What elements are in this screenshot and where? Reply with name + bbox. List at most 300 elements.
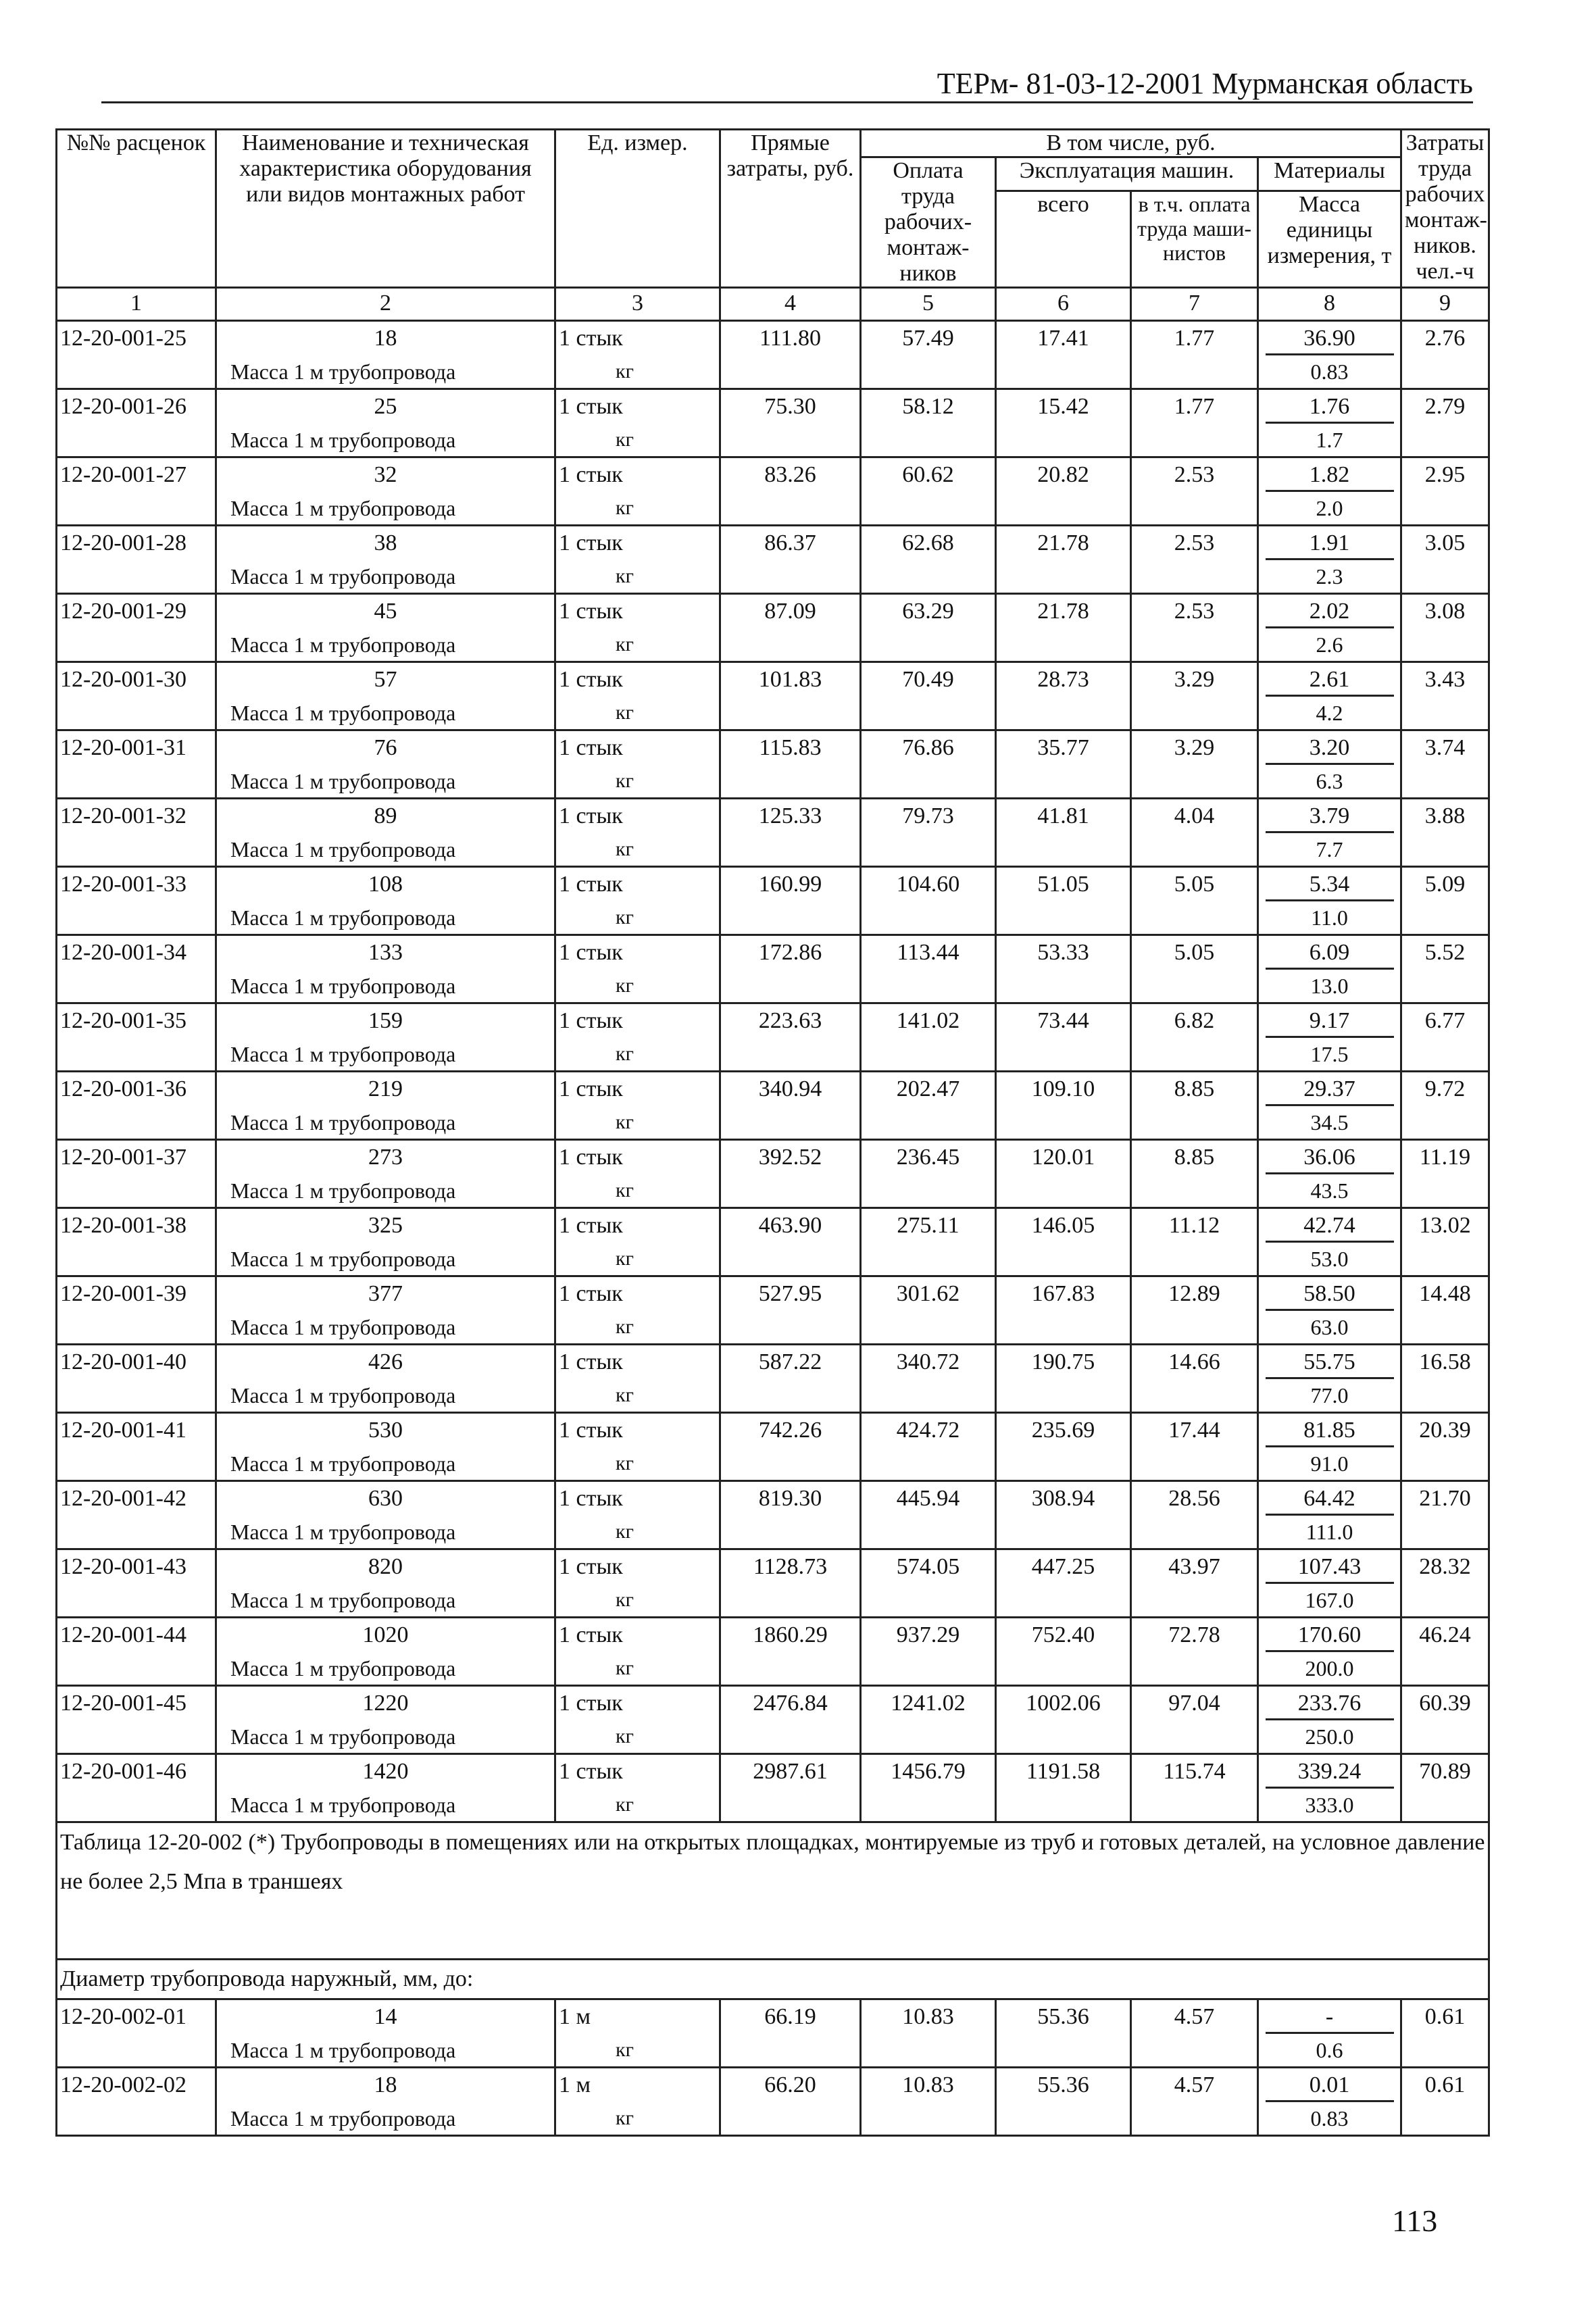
labor-cost: 104.60 bbox=[861, 867, 996, 903]
empty-cell bbox=[720, 903, 861, 935]
table-row bbox=[57, 799, 1489, 835]
empty-cell bbox=[1401, 766, 1489, 799]
header-col4: Прямые затраты, руб. bbox=[720, 130, 861, 288]
table-row bbox=[57, 935, 1489, 972]
empty-cell bbox=[1131, 1039, 1258, 1072]
header-col9: Затраты труда рабочих монтаж-ников. чел.-ч bbox=[1401, 130, 1489, 288]
pipe-diameter: 14 bbox=[216, 1999, 555, 2036]
empty-cell bbox=[861, 357, 996, 389]
labor-hours: 3.08 bbox=[1401, 594, 1489, 630]
operators-cost: 72.78 bbox=[1131, 1618, 1258, 1654]
materials-cell bbox=[1258, 730, 1401, 767]
mass-unit: кг bbox=[555, 698, 720, 730]
operators-cost: 14.66 bbox=[1131, 1345, 1258, 1381]
rate-code: 12-20-001-43 bbox=[57, 1549, 216, 1586]
materials-cost: 58.50 bbox=[1266, 1279, 1394, 1311]
mass-label: Масса 1 м трубопровода bbox=[216, 835, 555, 867]
labor-hours: 2.79 bbox=[1401, 389, 1489, 426]
operators-cost: 4.57 bbox=[1131, 1999, 1258, 2036]
pipe-diameter: 377 bbox=[216, 1276, 555, 1313]
table-row bbox=[57, 1686, 1489, 1722]
machines-cost: 55.36 bbox=[996, 1999, 1131, 2036]
empty-cell bbox=[1131, 425, 1258, 457]
materials-cell bbox=[1258, 2068, 1401, 2104]
materials-cell bbox=[1258, 389, 1401, 426]
unit: 1 стык bbox=[555, 662, 720, 699]
table-row-mass bbox=[57, 2035, 1489, 2068]
mass-value: 34.5 bbox=[1258, 1107, 1401, 1140]
table-row bbox=[57, 1345, 1489, 1381]
mass-label: Масса 1 м трубопровода bbox=[216, 2104, 555, 2136]
materials-cell bbox=[1258, 1481, 1401, 1518]
operators-cost: 4.57 bbox=[1131, 2068, 1258, 2104]
unit: 1 стык bbox=[555, 730, 720, 767]
table-row bbox=[57, 1140, 1489, 1176]
empty-cell bbox=[861, 425, 996, 457]
table-row-mass bbox=[57, 1449, 1489, 1481]
empty-cell bbox=[1401, 1517, 1489, 1549]
direct-cost: 742.26 bbox=[720, 1413, 861, 1449]
machines-cost: 190.75 bbox=[996, 1345, 1131, 1381]
labor-cost: 57.49 bbox=[861, 321, 996, 357]
labor-hours: 3.43 bbox=[1401, 662, 1489, 699]
empty-cell bbox=[57, 1449, 216, 1481]
empty-cell bbox=[1401, 1312, 1489, 1345]
empty-cell bbox=[996, 1380, 1131, 1413]
pipe-diameter: 426 bbox=[216, 1345, 555, 1381]
empty-cell bbox=[996, 1312, 1131, 1345]
operators-cost: 1.77 bbox=[1131, 321, 1258, 357]
empty-cell bbox=[861, 1380, 996, 1413]
table-row-mass bbox=[57, 493, 1489, 526]
empty-cell bbox=[57, 1312, 216, 1345]
materials-cost: 1.76 bbox=[1266, 392, 1394, 424]
empty-cell bbox=[1131, 1107, 1258, 1140]
materials-cost: 233.76 bbox=[1266, 1689, 1394, 1720]
direct-cost: 1860.29 bbox=[720, 1618, 861, 1654]
table-row-mass bbox=[57, 357, 1489, 389]
mass-unit: кг bbox=[555, 1517, 720, 1549]
rate-code: 12-20-001-41 bbox=[57, 1413, 216, 1449]
mass-label: Масса 1 м трубопровода bbox=[216, 1312, 555, 1345]
empty-cell bbox=[1131, 1585, 1258, 1618]
materials-cost: 36.06 bbox=[1266, 1143, 1394, 1174]
unit: 1 стык bbox=[555, 1003, 720, 1040]
unit: 1 стык bbox=[555, 867, 720, 903]
materials-cost: 55.75 bbox=[1266, 1347, 1394, 1379]
empty-cell bbox=[720, 1107, 861, 1140]
pipe-diameter: 18 bbox=[216, 321, 555, 357]
unit: 1 стык bbox=[555, 526, 720, 562]
labor-hours: 0.61 bbox=[1401, 2068, 1489, 2104]
operators-cost: 8.85 bbox=[1131, 1072, 1258, 1108]
operators-cost: 12.89 bbox=[1131, 1276, 1258, 1313]
materials-cost: 339.24 bbox=[1266, 1757, 1394, 1789]
empty-cell bbox=[1131, 630, 1258, 662]
header-col5: Оплата труда рабочих-монтаж-ников bbox=[861, 157, 996, 288]
materials-cost: 5.34 bbox=[1266, 870, 1394, 901]
materials-cost: 170.60 bbox=[1266, 1620, 1394, 1652]
mass-value: 17.5 bbox=[1258, 1039, 1401, 1072]
empty-cell bbox=[720, 493, 861, 526]
mass-value: 53.0 bbox=[1258, 1244, 1401, 1276]
empty-cell bbox=[996, 1517, 1131, 1549]
header-col7: в т.ч. оплата труда маши-нистов bbox=[1131, 191, 1258, 288]
rate-code: 12-20-001-38 bbox=[57, 1208, 216, 1245]
materials-cost: 36.90 bbox=[1266, 324, 1394, 355]
machines-cost: 21.78 bbox=[996, 594, 1131, 630]
table-row-mass bbox=[57, 971, 1489, 1003]
pipe-diameter: 1420 bbox=[216, 1754, 555, 1791]
empty-cell bbox=[861, 1244, 996, 1276]
direct-cost: 75.30 bbox=[720, 389, 861, 426]
empty-cell bbox=[996, 971, 1131, 1003]
labor-cost: 340.72 bbox=[861, 1345, 996, 1381]
labor-hours: 9.72 bbox=[1401, 1072, 1489, 1108]
empty-cell bbox=[1401, 2104, 1489, 2136]
empty-cell bbox=[720, 698, 861, 730]
empty-cell bbox=[57, 766, 216, 799]
empty-cell bbox=[57, 1244, 216, 1276]
mass-value: 13.0 bbox=[1258, 971, 1401, 1003]
empty-cell bbox=[996, 1722, 1131, 1754]
labor-cost: 937.29 bbox=[861, 1618, 996, 1654]
header-divider bbox=[101, 101, 1473, 103]
machines-cost: 109.10 bbox=[996, 1072, 1131, 1108]
machines-cost: 20.82 bbox=[996, 457, 1131, 494]
direct-cost: 83.26 bbox=[720, 457, 861, 494]
unit: 1 стык bbox=[555, 799, 720, 835]
pipe-diameter: 1220 bbox=[216, 1686, 555, 1722]
table-row bbox=[57, 1003, 1489, 1040]
mass-unit: кг bbox=[555, 1790, 720, 1822]
pipe-diameter: 76 bbox=[216, 730, 555, 767]
rate-code: 12-20-001-34 bbox=[57, 935, 216, 972]
empty-cell bbox=[720, 357, 861, 389]
table-row-mass bbox=[57, 698, 1489, 730]
machines-cost: 308.94 bbox=[996, 1481, 1131, 1518]
empty-cell bbox=[57, 357, 216, 389]
empty-cell bbox=[720, 630, 861, 662]
labor-cost: 113.44 bbox=[861, 935, 996, 972]
machines-cost: 35.77 bbox=[996, 730, 1131, 767]
materials-cell bbox=[1258, 662, 1401, 699]
unit: 1 м bbox=[555, 2068, 720, 2104]
empty-cell bbox=[720, 1449, 861, 1481]
operators-cost: 97.04 bbox=[1131, 1686, 1258, 1722]
direct-cost: 101.83 bbox=[720, 662, 861, 699]
operators-cost: 3.29 bbox=[1131, 662, 1258, 699]
operators-cost: 43.97 bbox=[1131, 1549, 1258, 1586]
empty-cell bbox=[1131, 1176, 1258, 1208]
machines-cost: 167.83 bbox=[996, 1276, 1131, 1313]
mass-unit: кг bbox=[555, 357, 720, 389]
labor-hours: 0.61 bbox=[1401, 1999, 1489, 2036]
pipe-diameter: 25 bbox=[216, 389, 555, 426]
direct-cost: 587.22 bbox=[720, 1345, 861, 1381]
mass-unit: кг bbox=[555, 766, 720, 799]
mass-label: Масса 1 м трубопровода bbox=[216, 425, 555, 457]
materials-cell bbox=[1258, 1549, 1401, 1586]
empty-cell bbox=[1131, 835, 1258, 867]
empty-cell bbox=[720, 1585, 861, 1618]
mass-unit: кг bbox=[555, 971, 720, 1003]
table-row-mass bbox=[57, 1517, 1489, 1549]
pipe-diameter: 133 bbox=[216, 935, 555, 972]
labor-hours: 3.88 bbox=[1401, 799, 1489, 835]
header-col2: Наименование и техническая характеристика оборудования или видов монтажных работ bbox=[216, 130, 555, 288]
table-row-mass bbox=[57, 1039, 1489, 1072]
unit: 1 стык bbox=[555, 1549, 720, 1586]
table-row bbox=[57, 457, 1489, 494]
mass-unit: кг bbox=[555, 493, 720, 526]
labor-hours: 2.95 bbox=[1401, 457, 1489, 494]
empty-cell bbox=[1401, 357, 1489, 389]
empty-cell bbox=[720, 1517, 861, 1549]
direct-cost: 125.33 bbox=[720, 799, 861, 835]
mass-value: 11.0 bbox=[1258, 903, 1401, 935]
mass-value: 77.0 bbox=[1258, 1380, 1401, 1413]
mass-value: 111.0 bbox=[1258, 1517, 1401, 1549]
empty-cell bbox=[1131, 1449, 1258, 1481]
unit: 1 стык bbox=[555, 594, 720, 630]
empty-cell bbox=[861, 766, 996, 799]
column-number: 4 bbox=[720, 288, 861, 321]
section-title: Таблица 12-20-002 (*) Трубопроводы в помещениях или на открытых площадках, монтируемые из труб и готовых деталей, на условное давление не более 2,5 Мпа в траншеях bbox=[57, 1822, 1489, 1960]
empty-cell bbox=[996, 2104, 1131, 2136]
machines-cost: 447.25 bbox=[996, 1549, 1131, 1586]
empty-cell bbox=[1401, 1176, 1489, 1208]
labor-cost: 1241.02 bbox=[861, 1686, 996, 1722]
section-subheader: Диаметр трубопровода наружный, мм, до: bbox=[57, 1960, 1489, 1999]
mass-unit: кг bbox=[555, 1312, 720, 1345]
direct-cost: 527.95 bbox=[720, 1276, 861, 1313]
mass-label: Масса 1 м трубопровода bbox=[216, 1107, 555, 1140]
labor-cost: 236.45 bbox=[861, 1140, 996, 1176]
table-row bbox=[57, 526, 1489, 562]
materials-cell bbox=[1258, 1208, 1401, 1245]
empty-cell bbox=[861, 562, 996, 594]
direct-cost: 160.99 bbox=[720, 867, 861, 903]
mass-value: 1.7 bbox=[1258, 425, 1401, 457]
mass-value: 7.7 bbox=[1258, 835, 1401, 867]
table-row bbox=[57, 1549, 1489, 1586]
empty-cell bbox=[1401, 971, 1489, 1003]
mass-unit: кг bbox=[555, 1653, 720, 1686]
empty-cell bbox=[861, 1653, 996, 1686]
table-body-002 bbox=[57, 1999, 1489, 2136]
header-exploitation: Эксплуатация машин. bbox=[996, 157, 1258, 191]
direct-cost: 223.63 bbox=[720, 1003, 861, 1040]
empty-cell bbox=[57, 2104, 216, 2136]
empty-cell bbox=[57, 1039, 216, 1072]
column-number: 1 bbox=[57, 288, 216, 321]
mass-unit: кг bbox=[555, 1176, 720, 1208]
empty-cell bbox=[57, 1653, 216, 1686]
empty-cell bbox=[861, 1722, 996, 1754]
empty-cell bbox=[996, 357, 1131, 389]
table-row-mass bbox=[57, 1312, 1489, 1345]
empty-cell bbox=[57, 1585, 216, 1618]
operators-cost: 5.05 bbox=[1131, 935, 1258, 972]
empty-cell bbox=[1401, 425, 1489, 457]
empty-cell bbox=[720, 1176, 861, 1208]
machines-cost: 51.05 bbox=[996, 867, 1131, 903]
pipe-diameter: 159 bbox=[216, 1003, 555, 1040]
table-row bbox=[57, 1413, 1489, 1449]
labor-cost: 10.83 bbox=[861, 1999, 996, 2036]
pipe-diameter: 1020 bbox=[216, 1618, 555, 1654]
empty-cell bbox=[1401, 1380, 1489, 1413]
labor-hours: 2.76 bbox=[1401, 321, 1489, 357]
empty-cell bbox=[1401, 1722, 1489, 1754]
operators-cost: 5.05 bbox=[1131, 867, 1258, 903]
header-materials: Материалы bbox=[1258, 157, 1401, 191]
pipe-diameter: 89 bbox=[216, 799, 555, 835]
rates-table bbox=[55, 128, 1490, 2137]
mass-value: 43.5 bbox=[1258, 1176, 1401, 1208]
mass-label: Масса 1 м трубопровода bbox=[216, 2035, 555, 2068]
mass-value: 200.0 bbox=[1258, 1653, 1401, 1686]
table-row bbox=[57, 662, 1489, 699]
direct-cost: 819.30 bbox=[720, 1481, 861, 1518]
labor-cost: 141.02 bbox=[861, 1003, 996, 1040]
empty-cell bbox=[996, 903, 1131, 935]
table-row bbox=[57, 2068, 1489, 2104]
labor-cost: 76.86 bbox=[861, 730, 996, 767]
mass-label: Масса 1 м трубопровода bbox=[216, 1244, 555, 1276]
mass-unit: кг bbox=[555, 1107, 720, 1140]
empty-cell bbox=[861, 698, 996, 730]
empty-cell bbox=[861, 630, 996, 662]
materials-cell bbox=[1258, 867, 1401, 903]
mass-label: Масса 1 м трубопровода bbox=[216, 630, 555, 662]
mass-value: 2.0 bbox=[1258, 493, 1401, 526]
empty-cell bbox=[1131, 1790, 1258, 1822]
labor-hours: 11.19 bbox=[1401, 1140, 1489, 1176]
mass-unit: кг bbox=[555, 2104, 720, 2136]
unit: 1 стык bbox=[555, 935, 720, 972]
empty-cell bbox=[720, 1653, 861, 1686]
empty-cell bbox=[57, 562, 216, 594]
mass-unit: кг bbox=[555, 562, 720, 594]
materials-cell bbox=[1258, 457, 1401, 494]
rate-code: 12-20-001-29 bbox=[57, 594, 216, 630]
empty-cell bbox=[57, 971, 216, 1003]
labor-hours: 60.39 bbox=[1401, 1686, 1489, 1722]
labor-cost: 301.62 bbox=[861, 1276, 996, 1313]
table-row bbox=[57, 1618, 1489, 1654]
rate-code: 12-20-001-25 bbox=[57, 321, 216, 357]
unit: 1 стык bbox=[555, 1072, 720, 1108]
empty-cell bbox=[861, 1790, 996, 1822]
empty-cell bbox=[1131, 698, 1258, 730]
direct-cost: 392.52 bbox=[720, 1140, 861, 1176]
labor-cost: 58.12 bbox=[861, 389, 996, 426]
empty-cell bbox=[57, 2035, 216, 2068]
empty-cell bbox=[1401, 1107, 1489, 1140]
labor-hours: 46.24 bbox=[1401, 1618, 1489, 1654]
mass-label: Масса 1 м трубопровода bbox=[216, 1039, 555, 1072]
table-row bbox=[57, 1481, 1489, 1518]
empty-cell bbox=[1401, 1653, 1489, 1686]
table-row-mass bbox=[57, 1176, 1489, 1208]
materials-cell bbox=[1258, 1345, 1401, 1381]
table-row bbox=[57, 389, 1489, 426]
section-002 bbox=[57, 1822, 1489, 1999]
empty-cell bbox=[1401, 562, 1489, 594]
table-header bbox=[57, 130, 1489, 321]
machines-cost: 235.69 bbox=[996, 1413, 1131, 1449]
empty-cell bbox=[1401, 1244, 1489, 1276]
empty-cell bbox=[996, 1107, 1131, 1140]
rate-code: 12-20-001-40 bbox=[57, 1345, 216, 1381]
empty-cell bbox=[1131, 493, 1258, 526]
empty-cell bbox=[996, 766, 1131, 799]
materials-cost: 2.61 bbox=[1266, 665, 1394, 697]
empty-cell bbox=[720, 766, 861, 799]
empty-cell bbox=[996, 1585, 1131, 1618]
empty-cell bbox=[1131, 971, 1258, 1003]
empty-cell bbox=[1401, 1790, 1489, 1822]
table-row-mass bbox=[57, 1380, 1489, 1413]
empty-cell bbox=[57, 835, 216, 867]
empty-cell bbox=[720, 1790, 861, 1822]
header-col8: Масса единицы измерения, т bbox=[1258, 191, 1401, 288]
direct-cost: 2987.61 bbox=[720, 1754, 861, 1791]
empty-cell bbox=[861, 903, 996, 935]
machines-cost: 28.73 bbox=[996, 662, 1131, 699]
empty-cell bbox=[57, 698, 216, 730]
pipe-diameter: 820 bbox=[216, 1549, 555, 1586]
direct-cost: 111.80 bbox=[720, 321, 861, 357]
table-row-mass bbox=[57, 835, 1489, 867]
empty-cell bbox=[720, 1039, 861, 1072]
unit: 1 стык bbox=[555, 1140, 720, 1176]
labor-hours: 14.48 bbox=[1401, 1276, 1489, 1313]
empty-cell bbox=[57, 1176, 216, 1208]
materials-cost: 9.17 bbox=[1266, 1006, 1394, 1038]
empty-cell bbox=[996, 562, 1131, 594]
labor-hours: 5.09 bbox=[1401, 867, 1489, 903]
labor-cost: 62.68 bbox=[861, 526, 996, 562]
materials-cost: 64.42 bbox=[1266, 1484, 1394, 1516]
empty-cell bbox=[996, 1449, 1131, 1481]
empty-cell bbox=[1401, 903, 1489, 935]
mass-label: Масса 1 м трубопровода bbox=[216, 698, 555, 730]
pipe-diameter: 32 bbox=[216, 457, 555, 494]
empty-cell bbox=[861, 2104, 996, 2136]
materials-cost: 1.82 bbox=[1266, 460, 1394, 492]
operators-cost: 2.53 bbox=[1131, 457, 1258, 494]
operators-cost: 17.44 bbox=[1131, 1413, 1258, 1449]
empty-cell bbox=[57, 903, 216, 935]
labor-cost: 445.94 bbox=[861, 1481, 996, 1518]
materials-cost: - bbox=[1266, 2002, 1394, 2034]
empty-cell bbox=[1131, 1653, 1258, 1686]
labor-cost: 574.05 bbox=[861, 1549, 996, 1586]
empty-cell bbox=[1401, 2035, 1489, 2068]
rate-code: 12-20-001-33 bbox=[57, 867, 216, 903]
table-row-mass bbox=[57, 1107, 1489, 1140]
table-row bbox=[57, 1754, 1489, 1791]
header-group: В том числе, руб. bbox=[861, 130, 1401, 157]
empty-cell bbox=[1131, 1380, 1258, 1413]
mass-label: Масса 1 м трубопровода bbox=[216, 766, 555, 799]
empty-cell bbox=[996, 425, 1131, 457]
rate-code: 12-20-001-46 bbox=[57, 1754, 216, 1791]
empty-cell bbox=[1131, 1722, 1258, 1754]
